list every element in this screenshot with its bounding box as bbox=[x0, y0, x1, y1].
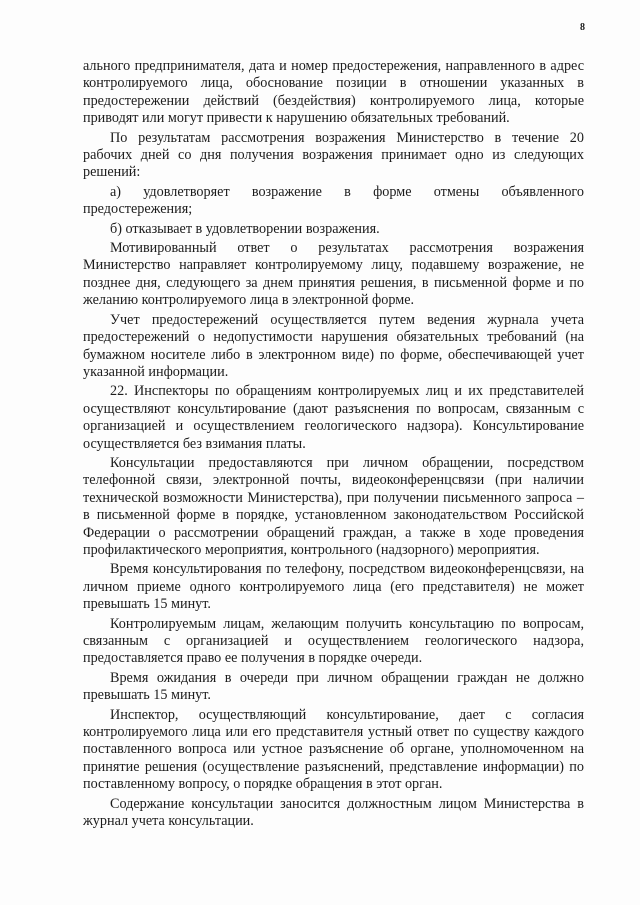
paragraph-queue-right: Контролируемым лицам, желающим получить консультацию по вопросам, связанным с организацией и осуществлением геологического надзора, предоставляется право ее получения в порядке очереди. bbox=[83, 615, 584, 667]
paragraph-consultation-record: Содержание консультации заносится должностным лицом Министерства в журнал учета консультации. bbox=[83, 795, 584, 830]
paragraph-option-a: а) удовлетворяет возражение в форме отмены объявленного предостережения; bbox=[83, 183, 584, 218]
paragraph-section-22: 22. Инспекторы по обращениям контролируемых лиц и их представителей осуществляют консультирование (дают разъяснения по вопросам, связанным с организацией и осуществлением геологического надзора). Консультирование осуществляется без взимания платы. bbox=[83, 383, 584, 452]
paragraph-objection-review: По результатам рассмотрения возражения Министерство в течение 20 рабочих дней со дня получения возражения принимает одно из следующих решений: bbox=[83, 129, 584, 181]
document-body bbox=[83, 58, 584, 830]
paragraph-reasoned-answer: Мотивированный ответ о результатах рассмотрения возражения Министерство направляет контролируемому лицу, подавшему возражение, не позднее дня, следующего за днем принятия решения, в письменной форме и по желанию контролируемого лица в электронной форме. bbox=[83, 240, 584, 309]
paragraph-continuation: ального предпринимателя, дата и номер предостережения, направленного в адрес контролируемого лица, обоснование позиции в отношении указанных в предостережении действий (бездействия) контролируемого лица, которые приводят или могут привести к нарушению обязательных требований. bbox=[83, 58, 584, 127]
paragraph-inspector-answer: Инспектор, осуществляющий консультирование, дает с согласия контролируемого лица или его представителя устный ответ по существу каждого поставленного вопроса или устное разъяснение об органе, уполномоченном на принятие решения (осуществление разъяснений, представление информации) по поставленному вопросу, о порядке обращения в этот орган. bbox=[83, 706, 584, 793]
paragraph-waiting-time: Время ожидания в очереди при личном обращении граждан не должно превышать 15 минут. bbox=[83, 669, 584, 704]
paragraph-consultation-time: Время консультирования по телефону, посредством видеоконференцсвязи, на личном приеме одного контролируемого лица (его представителя) не может превышать 15 минут. bbox=[83, 561, 584, 613]
paragraph-option-b: б) отказывает в удовлетворении возражения. bbox=[110, 220, 380, 237]
paragraph-warnings-log: Учет предостережений осуществляется путем ведения журнала учета предостережений о недопустимости нарушения обязательных требований (на бумажном носителе либо в электронном виде) по форме, обеспечивающей учет указанной информации. bbox=[83, 311, 584, 380]
paragraph-consultation-methods: Консультации предоставляются при личном обращении, посредством телефонной связи, электронной почты, видеоконференцсвязи (при наличии технической возможности Министерства), при получении письменного запроса – в письменной форме в порядке, установленном законодательством Российской Федерации о рассмотрении обращений граждан, а также в ходе проведения профилактического мероприятия, контрольного (надзорного) мероприятия. bbox=[83, 454, 584, 558]
page-number: 8 bbox=[580, 22, 585, 33]
